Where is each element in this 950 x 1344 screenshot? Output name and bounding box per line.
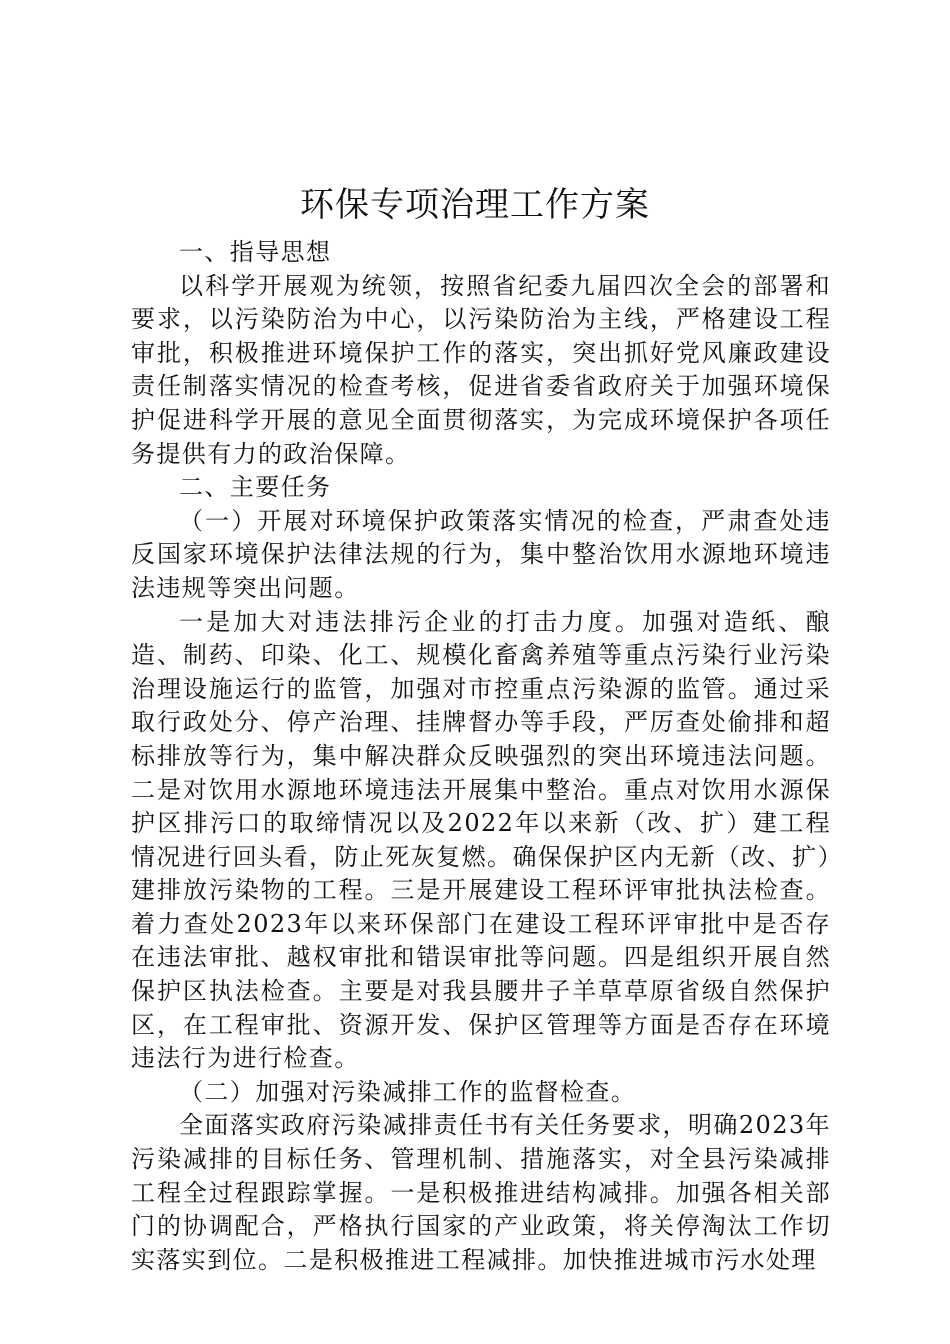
paragraph-task-two: （二）加强对污染减排工作的监督检查。 [179,1077,637,1106]
section-heading-main-tasks: 二、主要任务 [179,473,332,502]
paragraph-task-one-details: 一是加大对违法排污企业的打击力度。加强对造纸、酿造、制药、印染、化工、规模化畜禽养殖等重点污染行业污染治理设施运行的监管，加强对市控重点污染源的监管。通过采取行政处分、停产治理、挂牌督办等手段，严厉查处偷排和超标排放等行为，集中解决群众反映强烈的突出环境违法问题。二是对饮用水源地环境违法开展集中整治。重点对饮用水源保护区排污口的取缔情况以及2022年以来新（改、扩）建工程情况进行回头看，防止死灰复燃。确保保护区内无新（改、扩）建排放污染物的工程。三是开展建设工程环评审批执法检查。着力查处2023年以来环保部门在建设工程环评审批中是否存在违法审批、越权审批和错误审批等问题。四是组织开展自然保护区执法检查。主要是对我县腰井子羊草草原省级自然保护区，在工程审批、资源开发、保护区管理等方面是否存在环境违法行为进行检查。 [131,607,831,1073]
paragraph-guiding-ideology: 以科学开展观为统领，按照省纪委九届四次全会的部署和要求，以污染防治为中心，以污染防治为主线，严格建设工程审批，积极推进环境保护工作的落实，突出抓好党风廉政建设责任制落实情况的检查考核，促进省委省政府关于加强环境保护促进科学开展的意见全面贯彻落实，为完成环境保护各项任务提供有力的政治保障。 [131,271,831,468]
document-title: 环保专项治理工作方案 [300,185,650,225]
paragraph-task-two-details: 全面落实政府污染减排责任书有关任务要求，明确2023年污染减排的目标任务、管理机制、措施落实，对全县污染减排工程全过程跟踪掌握。一是积极推进结构减排。加强各相关部门的协调配合，严格执行国家的产业政策，将关停淘汰工作切实落实到位。二是积极推进工程减排。加快推进城市污水处理 [131,1111,831,1274]
document-body [131,236,831,1277]
section-heading-guiding-ideology: 一、指导思想 [179,238,332,266]
paragraph-task-one: （一）开展对环境保护政策落实情况的检查，严肃查处违反国家环境保护法律法规的行为，集中整治饮用水源地环境违法违规等突出问题。 [131,506,831,602]
